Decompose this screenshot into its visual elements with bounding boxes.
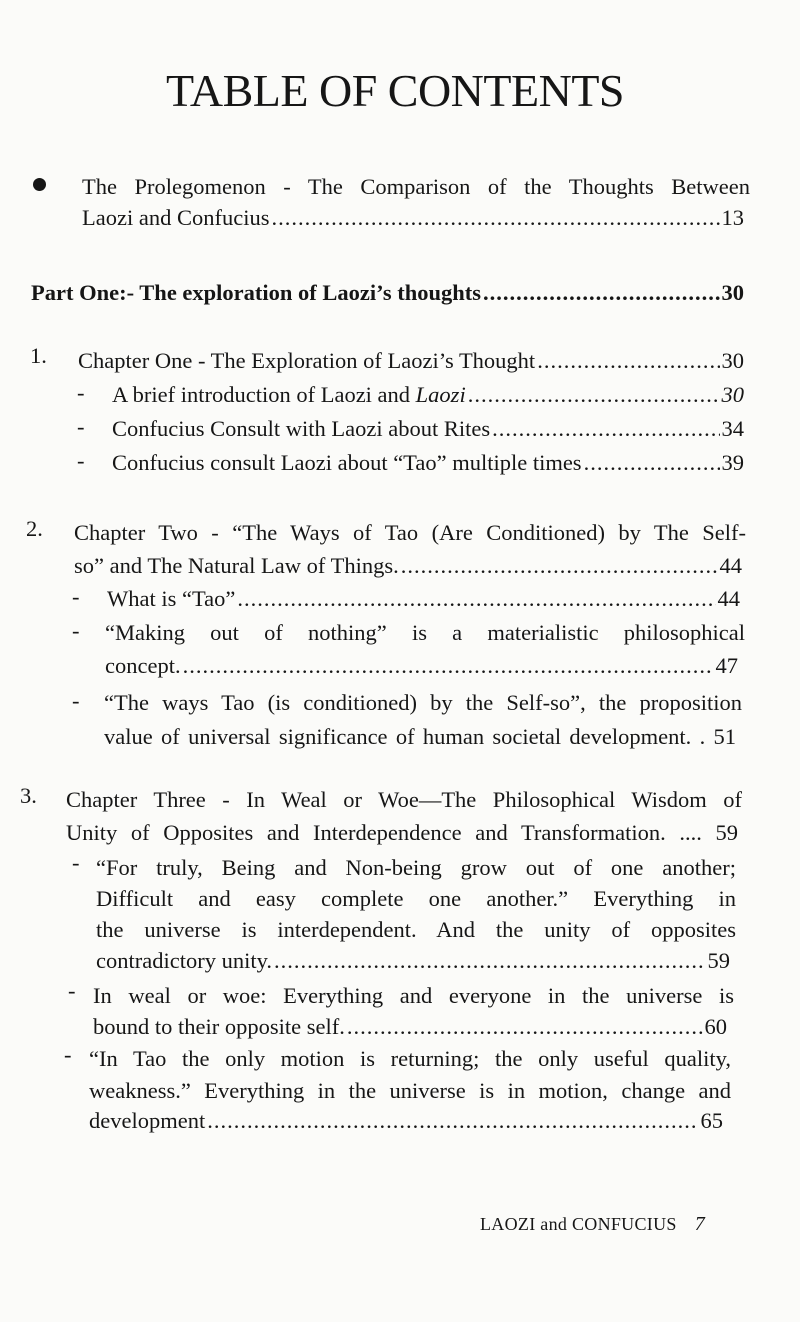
chapter-number: 2. [26,516,43,541]
page-number: 13 [721,205,744,230]
item-line-1: “Making out of nothing” is a materialistic philosophical [105,620,745,645]
page-number: 30 [721,382,744,407]
leader-dots [274,950,706,973]
dash-marker: - [72,584,80,609]
prolegomenon-entry[interactable] [82,207,744,230]
page-number: 65 [700,1108,723,1133]
page-number: 34 [721,416,744,441]
item-text: Confucius consult Laozi about “Tao” multiple times [112,450,582,475]
leader-dots [347,1016,703,1039]
chapter-three-item[interactable] [89,1110,723,1133]
page-number: 59 [707,948,730,973]
chapter-two-item[interactable] [107,588,740,611]
page-title: TABLE OF CONTENTS [165,65,625,116]
item-text: Confucius Consult with Laozi about Rites [112,416,491,441]
chapter-one-item[interactable] [112,452,744,475]
dash-marker: - [77,380,85,405]
item-line-2: concept. [105,653,181,678]
item-line-2: value of universal significance of human societal development. . [104,724,706,749]
chapter-title-line-1: Chapter Three - In Weal or Woe—The Philosophical Wisdom of [66,787,742,812]
leader-dots [271,207,719,230]
leader-dots [183,655,714,678]
folio-page-number: 7 [694,1213,706,1235]
leader-dots [401,555,718,578]
chapter-two-entry[interactable] [74,555,742,578]
leader-dots [237,588,715,611]
leader-dots [537,350,719,373]
leader-dots [207,1110,698,1133]
bullet-dot-icon [33,178,46,191]
page-number: 51 [713,724,737,749]
leader-dots [468,384,720,407]
item-text: A brief introduction of Laozi and Laozi [112,382,466,407]
item-line-3: the universe is interdependent. And the unity of opposites [96,917,736,942]
dash-marker: - [64,1042,72,1067]
part-one-entry[interactable] [31,282,744,305]
chapter-three-item[interactable] [96,950,730,973]
item-line-1: “In Tao the only motion is returning; the only useful quality, [89,1046,731,1071]
item-line-2: weakness.” Everything in the universe is in motion, change and [89,1078,731,1103]
chapter-number: 3. [20,783,37,808]
page-number: 39 [721,450,744,475]
chapter-three-entry[interactable] [66,822,738,845]
page-number: 30 [721,348,744,373]
prolegomenon-line-2: Laozi and Confucius [82,205,270,230]
item-line-3: development [89,1108,206,1133]
item-line-1: “The ways Tao (is conditioned) by the Self-so”, the proposition [104,690,742,715]
chapter-one-entry[interactable] [78,350,744,373]
item-line-2: Difficult and easy complete one another.” Everything in [96,886,736,911]
chapter-two-item[interactable] [105,655,738,678]
dash-marker: - [72,850,80,875]
page-number: 47 [715,653,738,678]
page-number: 44 [717,586,740,611]
item-line-2: bound to their opposite self. [93,1014,345,1039]
chapter-number: 1. [30,343,47,368]
chapter-title: Chapter One - The Exploration of Laozi’s Thought [78,348,536,373]
leader-dots [584,452,720,475]
item-text: What is “Tao” [107,586,236,611]
leader-dots [483,282,720,305]
page-number: 44 [719,553,742,578]
dash-marker: - [77,448,85,473]
dash-marker: - [68,978,76,1003]
dash-marker: - [72,618,80,643]
leader-dots [492,418,719,441]
running-title: LAOZI and CONFUCIUS [480,1214,677,1234]
chapter-two-item[interactable] [104,726,736,749]
page-number: 59 [715,820,738,845]
book-title-italic: Laozi [415,382,466,407]
item-line-1: In weal or woe: Everything and everyone in the universe is [93,983,734,1008]
page-number: 30 [721,280,744,305]
chapter-three-item[interactable] [93,1016,727,1039]
chapter-one-item[interactable] [112,384,744,407]
page-number: 60 [704,1014,727,1039]
chapter-title-line-1: Chapter Two - “The Ways of Tao (Are Conditioned) by The Self- [74,520,746,545]
prolegomenon-line-1: The Prolegomenon - The Comparison of the Thoughts Between [82,174,750,199]
chapter-one-item[interactable] [112,418,744,441]
part-one-label: Part One:- The exploration of Laozi’s thoughts [31,280,481,305]
chapter-title-line-2: Unity of Opposites and Interdependence and Transformation. .... [66,820,702,845]
running-footer [480,1214,705,1234]
chapter-title-line-2: so” and The Natural Law of Things. [74,553,399,578]
item-line-4: contradictory unity. [96,948,272,973]
dash-marker: - [77,414,85,439]
dash-marker: - [72,688,80,713]
item-line-1: “For truly, Being and Non-being grow out of one another; [96,855,736,880]
